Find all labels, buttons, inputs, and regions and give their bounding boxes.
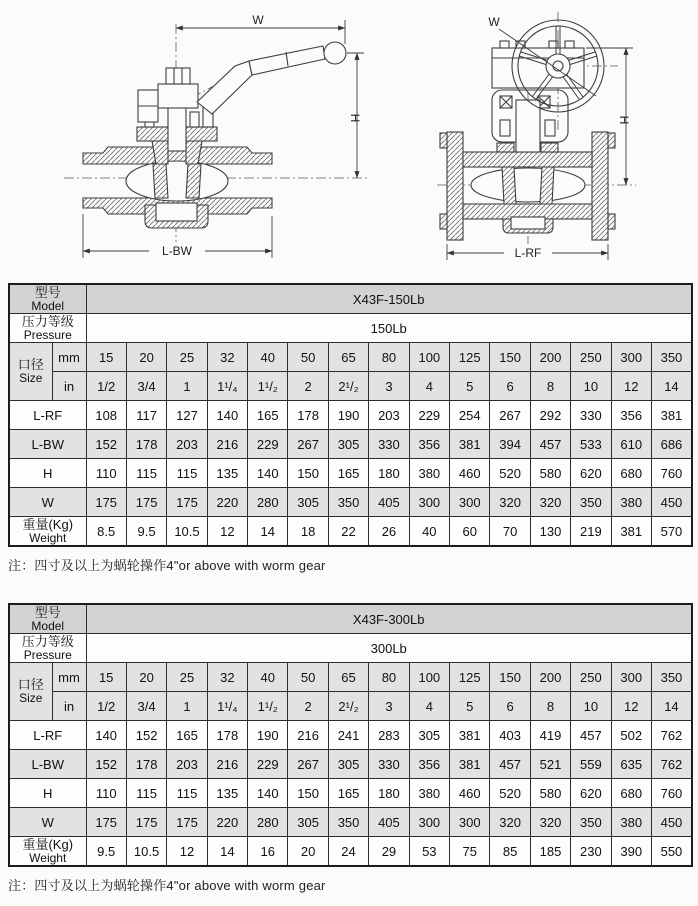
- size-in-cell: 6: [490, 372, 530, 401]
- data-cell: 178: [288, 401, 328, 430]
- data-cell: 117: [126, 401, 166, 430]
- unit-in-label: in: [52, 692, 86, 721]
- data-cell: 85: [490, 837, 530, 867]
- row-label: L-BW: [9, 750, 86, 779]
- data-cell: 115: [126, 459, 166, 488]
- model-header: 型号 Model: [9, 604, 86, 634]
- data-cell: 305: [328, 430, 368, 459]
- data-cell: 620: [571, 459, 611, 488]
- data-cell: 135: [207, 779, 247, 808]
- size-mm-cell: 25: [167, 663, 207, 692]
- data-cell: 762: [651, 750, 691, 779]
- size-in-cell: 3/4: [126, 692, 166, 721]
- stem-nut: [166, 68, 190, 84]
- pressure-header: 压力等级 Pressure: [9, 634, 86, 663]
- size-mm-cell: 32: [207, 343, 247, 372]
- data-cell: 381: [450, 430, 490, 459]
- data-cell: 229: [248, 750, 288, 779]
- size-mm-cell: 150: [490, 663, 530, 692]
- dim-label-w: W: [488, 15, 500, 29]
- size-in-cell: 1: [167, 372, 207, 401]
- size-mm-cell: 20: [126, 343, 166, 372]
- worm-gear-note-300lb: 注：四寸及以上为蜗轮操作4"or above with worm gear: [8, 878, 326, 893]
- data-cell: 175: [126, 808, 166, 837]
- size-mm-cell: 65: [328, 343, 368, 372]
- size-mm-cell: 32: [207, 663, 247, 692]
- data-cell: 70: [490, 517, 530, 547]
- data-cell: 356: [611, 401, 651, 430]
- size-mm-cell: 50: [288, 343, 328, 372]
- data-cell: 381: [450, 750, 490, 779]
- data-cell: 229: [248, 430, 288, 459]
- lever-arm: [197, 61, 252, 114]
- row-label: H: [9, 779, 86, 808]
- data-cell: 60: [450, 517, 490, 547]
- stem: [516, 100, 540, 152]
- handwheel-hub: [546, 54, 570, 78]
- size-in-cell: 8: [530, 372, 570, 401]
- size-mm-cell: 125: [450, 343, 490, 372]
- size-in-cell: 14: [651, 692, 691, 721]
- valve-ball: [126, 161, 228, 201]
- data-cell: 350: [571, 488, 611, 517]
- data-cell: 350: [328, 488, 368, 517]
- size-mm-cell: 80: [369, 343, 409, 372]
- size-in-cell: 14: [651, 372, 691, 401]
- data-cell: 320: [530, 488, 570, 517]
- data-cell: 320: [490, 488, 530, 517]
- data-cell: 115: [167, 779, 207, 808]
- data-cell: 283: [369, 721, 409, 750]
- size-mm-cell: 250: [571, 343, 611, 372]
- data-cell: 457: [490, 750, 530, 779]
- seat-left: [153, 164, 168, 198]
- unit-in-label: in: [52, 372, 86, 401]
- size-mm-cell: 80: [369, 663, 409, 692]
- data-cell: 219: [571, 517, 611, 547]
- size-in-cell: 3/4: [126, 372, 166, 401]
- unit-mm-label: mm: [52, 663, 86, 692]
- data-cell: 300: [450, 808, 490, 837]
- data-cell: 300: [409, 488, 449, 517]
- size-mm-cell: 65: [328, 663, 368, 692]
- data-cell: 190: [248, 721, 288, 750]
- data-cell: 254: [450, 401, 490, 430]
- size-in-cell: 3: [369, 372, 409, 401]
- spec-table-300lb: [8, 603, 693, 867]
- pressure-value: 150Lb: [86, 314, 692, 343]
- data-cell: 12: [167, 837, 207, 867]
- data-cell: 220: [207, 488, 247, 517]
- data-cell: 267: [490, 401, 530, 430]
- data-cell: 381: [611, 517, 651, 547]
- data-cell: 178: [126, 430, 166, 459]
- dim-label-lrf: L-RF: [514, 246, 542, 260]
- data-cell: 16: [248, 837, 288, 867]
- data-cell: 550: [651, 837, 691, 867]
- data-cell: 305: [409, 721, 449, 750]
- data-cell: 216: [207, 430, 247, 459]
- data-cell: 135: [207, 459, 247, 488]
- size-mm-cell: 25: [167, 343, 207, 372]
- data-cell: 203: [369, 401, 409, 430]
- size-in-cell: 4: [409, 692, 449, 721]
- size-mm-cell: 300: [611, 663, 651, 692]
- size-header: 口径 Size: [9, 663, 52, 721]
- row-label: L-BW: [9, 430, 86, 459]
- data-cell: 152: [86, 430, 126, 459]
- data-cell: 610: [611, 430, 651, 459]
- spec-table-150lb: [8, 283, 693, 547]
- data-cell: 165: [328, 779, 368, 808]
- data-cell: 686: [651, 430, 691, 459]
- data-cell: 216: [288, 721, 328, 750]
- data-cell: 292: [530, 401, 570, 430]
- data-cell: 620: [571, 779, 611, 808]
- data-cell: 405: [369, 808, 409, 837]
- data-cell: 320: [530, 808, 570, 837]
- lever-valve-drawing: [64, 13, 368, 258]
- row-label: L-RF: [9, 401, 86, 430]
- data-cell: 580: [530, 459, 570, 488]
- data-cell: 457: [530, 430, 570, 459]
- dim-label-h: H: [348, 113, 362, 123]
- size-mm-cell: 200: [530, 663, 570, 692]
- data-cell: 320: [490, 808, 530, 837]
- row-label: H: [9, 459, 86, 488]
- data-cell: 150: [288, 779, 328, 808]
- data-cell: 12: [207, 517, 247, 547]
- data-cell: 180: [369, 779, 409, 808]
- row-label: L-RF: [9, 721, 86, 750]
- data-cell: 390: [611, 837, 651, 867]
- data-cell: 8.5: [86, 517, 126, 547]
- data-cell: 110: [86, 459, 126, 488]
- data-cell: 175: [86, 808, 126, 837]
- size-mm-cell: 100: [409, 663, 449, 692]
- data-cell: 108: [86, 401, 126, 430]
- worm-gear-note-150lb: 注：四寸及以上为蜗轮操作4"or above with worm gear: [8, 558, 326, 573]
- size-mm-cell: 40: [248, 663, 288, 692]
- stud-bolt: [190, 112, 199, 127]
- size-in-cell: 2¹/₂: [328, 692, 368, 721]
- data-cell: 570: [651, 517, 691, 547]
- data-cell: 241: [328, 721, 368, 750]
- data-cell: 762: [651, 721, 691, 750]
- stem: [168, 106, 186, 151]
- seat-right: [540, 167, 554, 204]
- data-cell: 267: [288, 750, 328, 779]
- data-cell: 680: [611, 779, 651, 808]
- row-label: 重量(Kg) Weight: [9, 837, 86, 867]
- flange-left: [447, 132, 463, 240]
- seat-right: [186, 164, 201, 198]
- size-in-cell: 1/2: [86, 372, 126, 401]
- data-cell: 203: [167, 750, 207, 779]
- size-in-cell: 10: [571, 692, 611, 721]
- size-in-cell: 12: [611, 372, 651, 401]
- data-cell: 380: [611, 808, 651, 837]
- bottom-cavity-inner: [511, 217, 545, 229]
- data-cell: 520: [490, 459, 530, 488]
- data-cell: 175: [167, 488, 207, 517]
- size-mm-cell: 125: [450, 663, 490, 692]
- data-cell: 381: [450, 721, 490, 750]
- data-cell: 460: [450, 779, 490, 808]
- data-cell: 165: [167, 721, 207, 750]
- data-cell: 380: [409, 459, 449, 488]
- data-cell: 140: [86, 721, 126, 750]
- data-cell: 152: [86, 750, 126, 779]
- size-mm-cell: 20: [126, 663, 166, 692]
- data-cell: 22: [328, 517, 368, 547]
- size-mm-cell: 300: [611, 343, 651, 372]
- data-cell: 760: [651, 779, 691, 808]
- data-cell: 14: [207, 837, 247, 867]
- data-cell: 20: [288, 837, 328, 867]
- size-in-cell: 8: [530, 692, 570, 721]
- bottom-cavity-inner: [156, 203, 197, 221]
- size-mm-cell: 200: [530, 343, 570, 372]
- data-cell: 305: [288, 488, 328, 517]
- pressure-header: 压力等级 Pressure: [9, 314, 86, 343]
- data-cell: 24: [328, 837, 368, 867]
- size-in-cell: 12: [611, 692, 651, 721]
- size-mm-cell: 15: [86, 343, 126, 372]
- data-cell: 350: [328, 808, 368, 837]
- data-cell: 300: [409, 808, 449, 837]
- data-cell: 635: [611, 750, 651, 779]
- data-cell: 380: [611, 488, 651, 517]
- data-cell: 14: [248, 517, 288, 547]
- data-cell: 178: [126, 750, 166, 779]
- data-cell: 165: [328, 459, 368, 488]
- data-cell: 356: [409, 430, 449, 459]
- dim-label-lbw: L-BW: [162, 244, 192, 258]
- data-cell: 29: [369, 837, 409, 867]
- spec-section-300lb: [8, 603, 691, 894]
- data-cell: 165: [248, 401, 288, 430]
- data-cell: 26: [369, 517, 409, 547]
- data-cell: 533: [571, 430, 611, 459]
- gearbox-bolt: [549, 41, 558, 48]
- size-mm-cell: 250: [571, 663, 611, 692]
- stud-bolt: [500, 120, 510, 136]
- data-cell: 305: [328, 750, 368, 779]
- data-cell: 140: [207, 401, 247, 430]
- gear-valve-drawing: [437, 12, 636, 260]
- data-cell: 9.5: [126, 517, 166, 547]
- data-cell: 559: [571, 750, 611, 779]
- size-in-cell: 1¹/₄: [207, 372, 247, 401]
- model-value: X43F-300Lb: [86, 604, 692, 634]
- data-cell: 403: [490, 721, 530, 750]
- data-cell: 760: [651, 459, 691, 488]
- data-cell: 330: [369, 750, 409, 779]
- data-cell: 305: [288, 808, 328, 837]
- size-in-cell: 1¹/₄: [207, 692, 247, 721]
- lever-knob: [324, 42, 346, 64]
- dim-label-h: H: [617, 115, 631, 125]
- data-cell: 152: [126, 721, 166, 750]
- data-cell: 450: [651, 808, 691, 837]
- size-in-cell: 6: [490, 692, 530, 721]
- data-cell: 110: [86, 779, 126, 808]
- data-cell: 280: [248, 488, 288, 517]
- data-cell: 40: [409, 517, 449, 547]
- data-cell: 10.5: [126, 837, 166, 867]
- data-cell: 115: [126, 779, 166, 808]
- data-cell: 130: [530, 517, 570, 547]
- size-mm-cell: 350: [651, 663, 691, 692]
- data-cell: 150: [288, 459, 328, 488]
- size-in-cell: 2: [288, 372, 328, 401]
- size-mm-cell: 50: [288, 663, 328, 692]
- data-cell: 520: [490, 779, 530, 808]
- data-cell: 175: [86, 488, 126, 517]
- data-cell: 450: [651, 488, 691, 517]
- size-in-cell: 2¹/₂: [328, 372, 368, 401]
- data-cell: 175: [167, 808, 207, 837]
- data-cell: 460: [450, 459, 490, 488]
- size-in-cell: 1: [167, 692, 207, 721]
- technical-drawings: [0, 0, 698, 281]
- size-in-cell: 1/2: [86, 692, 126, 721]
- data-cell: 9.5: [86, 837, 126, 867]
- data-cell: 457: [571, 721, 611, 750]
- size-mm-cell: 350: [651, 343, 691, 372]
- data-cell: 300: [450, 488, 490, 517]
- data-cell: 75: [450, 837, 490, 867]
- data-cell: 580: [530, 779, 570, 808]
- size-in-cell: 3: [369, 692, 409, 721]
- seat-left: [502, 167, 516, 204]
- size-in-cell: 5: [450, 692, 490, 721]
- flange-right: [592, 132, 608, 240]
- data-cell: 680: [611, 459, 651, 488]
- data-cell: 10.5: [167, 517, 207, 547]
- row-label: W: [9, 808, 86, 837]
- gearbox-bolt: [500, 41, 509, 48]
- valve-ball: [471, 168, 585, 202]
- data-cell: 394: [490, 430, 530, 459]
- data-cell: 220: [207, 808, 247, 837]
- size-in-cell: 1¹/₂: [248, 692, 288, 721]
- stud-bolt: [545, 120, 555, 136]
- data-cell: 356: [409, 750, 449, 779]
- size-mm-cell: 15: [86, 663, 126, 692]
- data-cell: 127: [167, 401, 207, 430]
- data-cell: 350: [571, 808, 611, 837]
- row-label: 重量(Kg) Weight: [9, 517, 86, 547]
- size-mm-cell: 40: [248, 343, 288, 372]
- data-cell: 405: [369, 488, 409, 517]
- unit-mm-label: mm: [52, 343, 86, 372]
- data-cell: 203: [167, 430, 207, 459]
- data-cell: 521: [530, 750, 570, 779]
- data-cell: 115: [167, 459, 207, 488]
- size-mm-cell: 100: [409, 343, 449, 372]
- size-in-cell: 1¹/₂: [248, 372, 288, 401]
- data-cell: 18: [288, 517, 328, 547]
- gearbox-bolt: [565, 41, 574, 48]
- data-cell: 178: [207, 721, 247, 750]
- data-cell: 140: [248, 459, 288, 488]
- row-label: W: [9, 488, 86, 517]
- data-cell: 230: [571, 837, 611, 867]
- body-top-wall: [463, 152, 592, 167]
- gland-block: [158, 84, 198, 108]
- data-cell: 381: [651, 401, 691, 430]
- data-cell: 502: [611, 721, 651, 750]
- data-cell: 216: [207, 750, 247, 779]
- size-in-cell: 10: [571, 372, 611, 401]
- model-value: X43F-150Lb: [86, 284, 692, 314]
- data-cell: 229: [409, 401, 449, 430]
- size-header: 口径 Size: [9, 343, 52, 401]
- pressure-value: 300Lb: [86, 634, 692, 663]
- size-mm-cell: 150: [490, 343, 530, 372]
- data-cell: 190: [328, 401, 368, 430]
- size-in-cell: 2: [288, 692, 328, 721]
- size-in-cell: 5: [450, 372, 490, 401]
- data-cell: 330: [571, 401, 611, 430]
- data-cell: 380: [409, 779, 449, 808]
- size-in-cell: 4: [409, 372, 449, 401]
- spec-section-150lb: [8, 283, 691, 574]
- data-cell: 175: [126, 488, 166, 517]
- data-cell: 185: [530, 837, 570, 867]
- data-cell: 330: [369, 430, 409, 459]
- data-cell: 280: [248, 808, 288, 837]
- dim-label-w: W: [252, 13, 264, 27]
- data-cell: 140: [248, 779, 288, 808]
- data-cell: 53: [409, 837, 449, 867]
- data-cell: 180: [369, 459, 409, 488]
- data-cell: 267: [288, 430, 328, 459]
- data-cell: 419: [530, 721, 570, 750]
- model-header: 型号 Model: [9, 284, 86, 314]
